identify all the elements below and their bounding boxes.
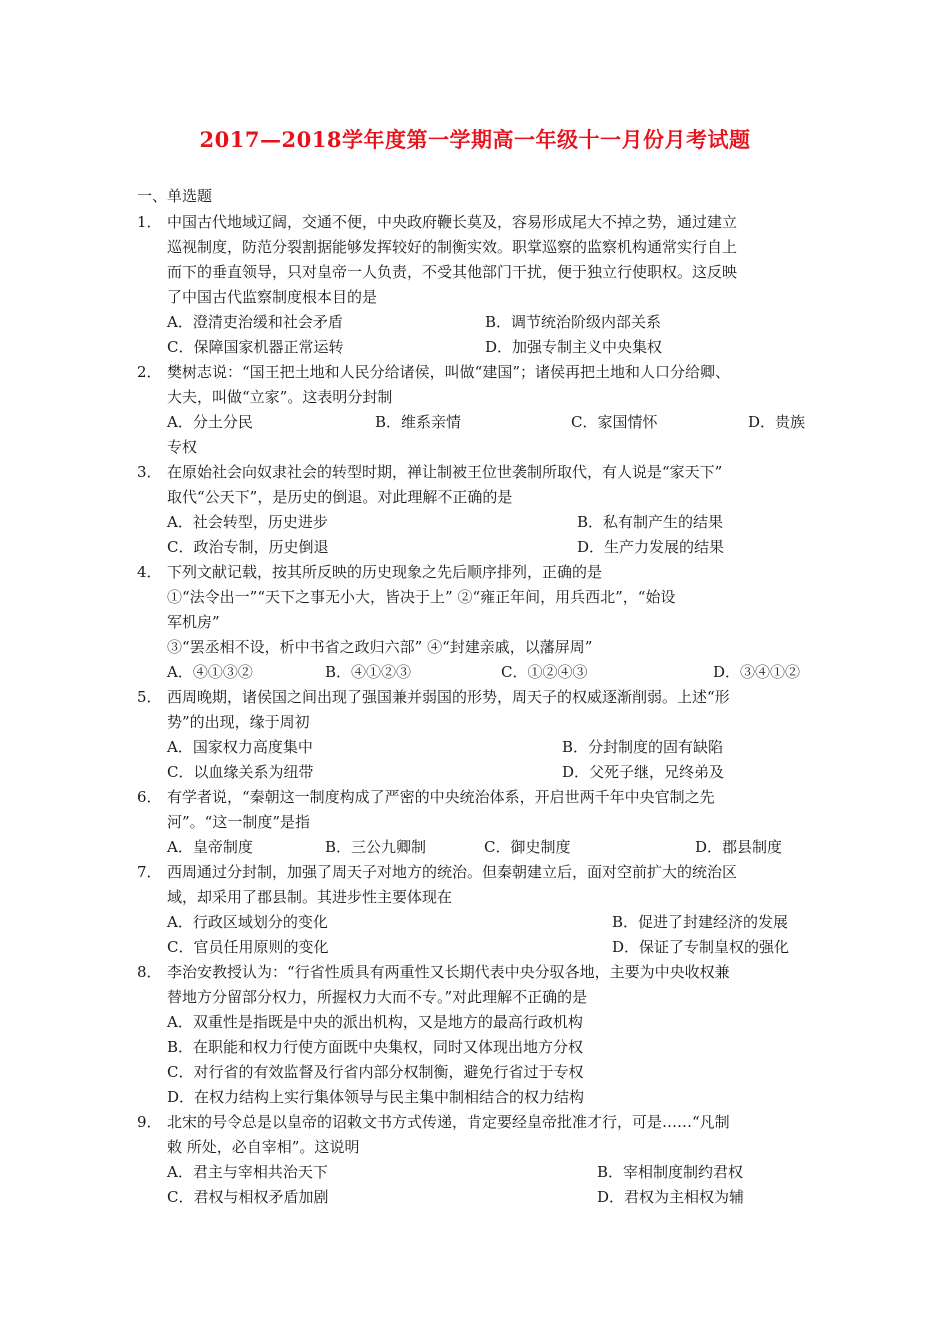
question-6 xyxy=(137,785,837,860)
option-d: D．父死子继，兄终弟及 xyxy=(562,763,725,781)
question-8 xyxy=(137,960,837,1110)
option-b: B．宰相制度制约君权 xyxy=(597,1163,744,1181)
option-b: B．分封制度的固有缺陷 xyxy=(562,738,724,756)
question-5 xyxy=(137,685,837,785)
option-a: A．双重性是指既是中央的派出机构，又是地方的最高行政机构 xyxy=(167,1013,583,1031)
question-text: 在原始社会向奴隶社会的转型时期，禅让制被王位世袭制所取代，有人说是“家天下” xyxy=(167,463,723,481)
question-text: 西周晚期，诸侯国之间出现了强国兼并弱国的形势，周天子的权威逐渐削弱。上述“形 xyxy=(167,688,730,706)
option-c: C．御史制度 xyxy=(484,838,571,856)
option-d: D．加强专制主义中央集权 xyxy=(485,338,663,356)
question-text: 下列文献记载，按其所反映的历史现象之先后顺序排列，正确的是 xyxy=(167,563,603,581)
option-b: B．在职能和权力行使方面既中央集权，同时又体现出地方分权 xyxy=(167,1038,584,1056)
option-c: C．家国情怀 xyxy=(571,413,658,431)
option-b: B．④①②③ xyxy=(325,663,412,681)
question-text: 了中国古代监察制度根本目的是 xyxy=(167,288,378,306)
question-text: 巡视制度，防范分裂割据能够发挥较好的制衡实效。职掌巡察的监察机构通常实行自上 xyxy=(167,238,738,256)
question-number: 7． xyxy=(137,863,162,881)
option-d: D．生产力发展的结果 xyxy=(577,538,725,556)
question-number: 9． xyxy=(137,1113,162,1131)
option-b: B．私有制产生的结果 xyxy=(577,513,724,531)
option-c: C．政治专制，历史倒退 xyxy=(167,538,329,556)
question-number: 2． xyxy=(137,363,162,381)
option-c: C．官员任用原则的变化 xyxy=(167,938,329,956)
question-text: 北宋的号令总是以皇帝的诏敕文书方式传递，肯定要经皇帝批准才行，可是……“凡制 xyxy=(167,1113,730,1131)
option-c: C．保障国家机器正常运转 xyxy=(167,338,344,356)
option-c: C．以血缘关系为纽带 xyxy=(167,763,314,781)
question-text: 敕 所处，必自宰相”。这说明 xyxy=(167,1138,360,1156)
question-7 xyxy=(137,860,837,960)
question-text: 西周通过分封制，加强了周天子对地方的统治。但秦朝建立后，面对空前扩大的统治区 xyxy=(167,863,738,881)
question-number: 1． xyxy=(137,213,162,231)
question-text: 域，却采用了郡县制。其进步性主要体现在 xyxy=(167,888,453,906)
option-d: D．郡县制度 xyxy=(695,838,783,856)
option-a: A．君主与宰相共治天下 xyxy=(167,1163,328,1181)
question-text: 取代“公天下”，是历史的倒退。对此理解不正确的是 xyxy=(167,488,513,506)
option-b: B．调节统治阶级内部关系 xyxy=(485,313,662,331)
question-1 xyxy=(137,210,837,360)
option-b: B．促进了封建经济的发展 xyxy=(612,913,789,931)
section-heading: 一、单选题 xyxy=(137,187,213,205)
question-text: ③“罢丞相不设，析中书省之政归六部” ④“封建亲戚，以藩屏周” xyxy=(167,638,593,656)
option-d-wrap: 专权 xyxy=(167,438,198,456)
question-number: 8． xyxy=(137,963,162,981)
option-a: A．皇帝制度 xyxy=(167,838,253,856)
question-3 xyxy=(137,460,837,560)
question-text: 河”。“这一制度”是指 xyxy=(167,813,311,831)
option-b: B．维系亲情 xyxy=(375,413,462,431)
option-d: D．君权为主相权为辅 xyxy=(597,1188,745,1206)
question-number: 6． xyxy=(137,788,162,806)
question-text: 而下的垂直领导，只对皇帝一人负责，不受其他部门干扰，便于独立行使职权。这反映 xyxy=(167,263,738,281)
question-text: 有学者说，“秦朝这一制度构成了严密的中央统治体系，开启世两千年中央官制之先 xyxy=(167,788,715,806)
question-text: 大夫，叫做“立家”。这表明分封制 xyxy=(167,388,393,406)
question-2 xyxy=(137,360,837,460)
exam-title: 2017—2018学年度第一学期高一年级十一月份月考试题 xyxy=(199,127,751,152)
option-a: A．行政区域划分的变化 xyxy=(167,913,328,931)
option-d: D．③④①② xyxy=(713,663,801,681)
question-list xyxy=(137,210,837,1210)
question-text: 势”的出现，缘于周初 xyxy=(167,713,310,731)
question-number: 5． xyxy=(137,688,162,706)
option-a: A．分土分民 xyxy=(167,413,253,431)
question-4 xyxy=(137,560,837,685)
option-a: A．国家权力高度集中 xyxy=(167,738,313,756)
question-9 xyxy=(137,1110,837,1210)
option-a: A．澄清吏治缓和社会矛盾 xyxy=(167,313,343,331)
question-number: 3． xyxy=(137,463,162,481)
option-c: C．君权与相权矛盾加剧 xyxy=(167,1188,329,1206)
option-a: A．社会转型，历史进步 xyxy=(167,513,328,531)
option-d: D．保证了专制皇权的强化 xyxy=(612,938,790,956)
option-d: D．在权力结构上实行集体领导与民主集中制相结合的权力结构 xyxy=(167,1088,585,1106)
question-text: ①“法令出一”“天下之事无小大，皆决于上” ②“雍正年间，用兵西北”，“始设 xyxy=(167,588,676,606)
question-text: 中国古代地域辽阔，交通不便，中央政府鞭长莫及，容易形成尾大不掉之势，通过建立 xyxy=(167,213,738,231)
question-text: 军机房” xyxy=(167,613,220,631)
question-number: 4． xyxy=(137,563,162,581)
option-b: B．三公九卿制 xyxy=(325,838,427,856)
question-text: 替地方分留部分权力，所握权力大而不专。”对此理解不正确的是 xyxy=(167,988,588,1006)
question-text: 李治安教授认为：“行省性质具有两重性又长期代表中央分驭各地，主要为中央收权兼 xyxy=(167,963,730,981)
option-c: C．①②④③ xyxy=(501,663,588,681)
option-d: D．贵族 xyxy=(748,413,806,431)
option-a: A．④①③② xyxy=(167,663,253,681)
option-c: C．对行省的有效监督及行省内部分权制衡，避免行省过于专权 xyxy=(167,1063,584,1081)
question-text: 樊树志说：“国王把土地和人民分给诸侯，叫做“建国”；诸侯再把土地和人口分给卿、 xyxy=(167,363,731,381)
